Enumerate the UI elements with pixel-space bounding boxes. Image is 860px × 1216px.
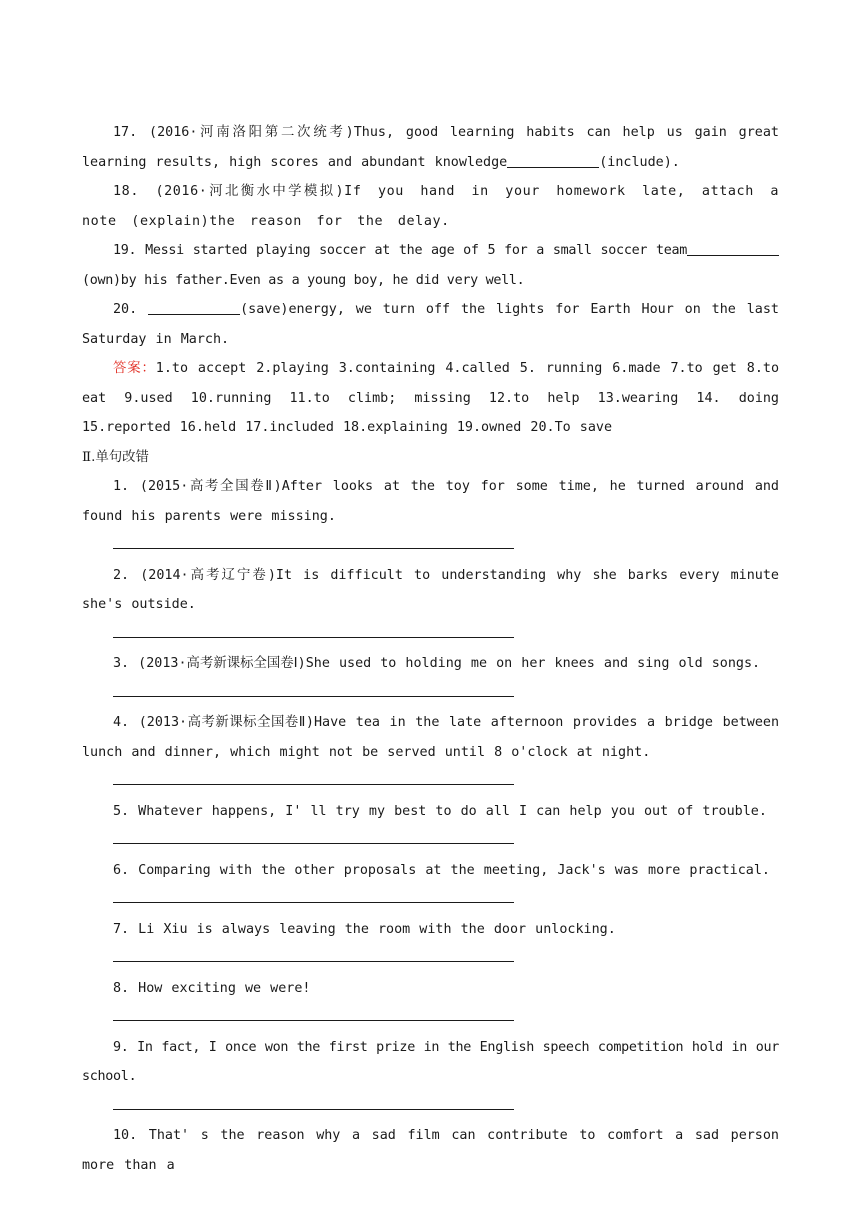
correction-item-3	[82, 649, 779, 679]
question-19-text: 19. Messi started playing soccer at the age of 5 for a small soccer team	[113, 243, 687, 258]
correction-item-1	[82, 472, 779, 531]
correction-item-text: 7. Li Xiu is always leaving the room with the door unlocking.	[113, 921, 616, 937]
answer-line[interactable]	[82, 826, 779, 856]
correction-item-text: 3. (2013·高考新课标全国卷Ⅰ)She used to holding me on her knees and sing old songs.	[113, 656, 761, 671]
correction-item-text: 10. That' s the reason why a sad film can contribute to comfort a sad person more than a	[82, 1128, 779, 1173]
question-20-hint: (save)energy, we turn off the lights for Earth Hour on the last Saturday in March.	[82, 302, 779, 347]
correction-item-text: 4. (2013·高考新课标全国卷Ⅱ)Have tea in the late afternoon provides a bridge between lunch and dinner, which might not be served until 8 o'clock at night.	[82, 715, 779, 760]
question-20-number: 20.	[113, 302, 149, 317]
correction-item-5	[82, 797, 779, 827]
question-20	[82, 295, 779, 354]
answer-line[interactable]	[82, 531, 779, 561]
question-18-text: 18. (2016·河北衡水中学模拟)If you hand in your homework late, attach a note (explain)the reason for the delay.	[82, 184, 779, 229]
correction-item-text: 6. Comparing with the other proposals at the meeting, Jack's was more practical.	[113, 862, 770, 878]
question-19-hint: (own)by his father.Even as a young boy, he did very well.	[82, 272, 525, 288]
underline	[113, 696, 514, 697]
answer-line[interactable]	[82, 885, 779, 915]
correction-item-4	[82, 708, 779, 767]
fill-blank[interactable]	[148, 300, 240, 315]
underline	[113, 548, 514, 549]
answer-line[interactable]	[82, 767, 779, 797]
correction-item-10	[82, 1121, 779, 1180]
answer-line[interactable]	[82, 944, 779, 974]
correction-item-text: 1. (2015·高考全国卷Ⅱ)After looks at the toy for some time, he turned around and found his parents were missing.	[82, 479, 779, 524]
correction-item-9	[82, 1033, 779, 1092]
answer-label: 答案：	[113, 361, 156, 376]
answer-key	[82, 354, 779, 443]
correction-item-text: 5. Whatever happens, I' ll try my best to do all I can help you out of trouble.	[113, 803, 767, 819]
underline	[113, 843, 514, 844]
correction-item-7	[82, 915, 779, 945]
underline	[113, 637, 514, 638]
correction-item-8	[82, 974, 779, 1004]
question-19	[82, 236, 779, 295]
answer-line[interactable]	[82, 620, 779, 650]
underline	[113, 1109, 514, 1110]
underline	[113, 784, 514, 785]
answer-line[interactable]	[82, 1003, 779, 1033]
fill-blank[interactable]	[687, 241, 779, 256]
correction-item-text: 8. How exciting we were!	[113, 980, 311, 996]
underline	[113, 902, 514, 903]
answer-list: 1.to accept 2.playing 3.containing 4.called 5. running 6.made 7.to get 8.to eat 9.used 10.running 11.to climb; missing 12.to help 13.wearing 14. doing 15.reported 16.held 17.included 18.explaining 19.owned 20.To save	[82, 361, 780, 435]
correction-item-text: 2. (2014·高考辽宁卷)It is difficult to understanding why she barks every minute she's outside.	[82, 567, 779, 612]
question-18	[82, 177, 779, 236]
correction-item-2	[82, 561, 779, 620]
question-17	[82, 118, 779, 177]
question-17-hint: (include).	[599, 154, 680, 170]
underline	[113, 1020, 514, 1021]
document-page	[82, 118, 779, 1180]
correction-item-6	[82, 856, 779, 886]
correction-item-text: 9. In fact, I once won the first prize in the English speech competition hold in our school.	[82, 1039, 779, 1084]
answer-line[interactable]	[82, 679, 779, 709]
fill-blank[interactable]	[507, 153, 599, 168]
answer-line[interactable]	[82, 1092, 779, 1122]
question-17-text: 17. (2016·河南洛阳第二次统考)Thus, good learning habits can help us gain great learning results, high scores and abundant knowledge	[82, 125, 779, 170]
underline	[113, 961, 514, 962]
section-heading: Ⅱ.单句改错	[82, 449, 149, 465]
